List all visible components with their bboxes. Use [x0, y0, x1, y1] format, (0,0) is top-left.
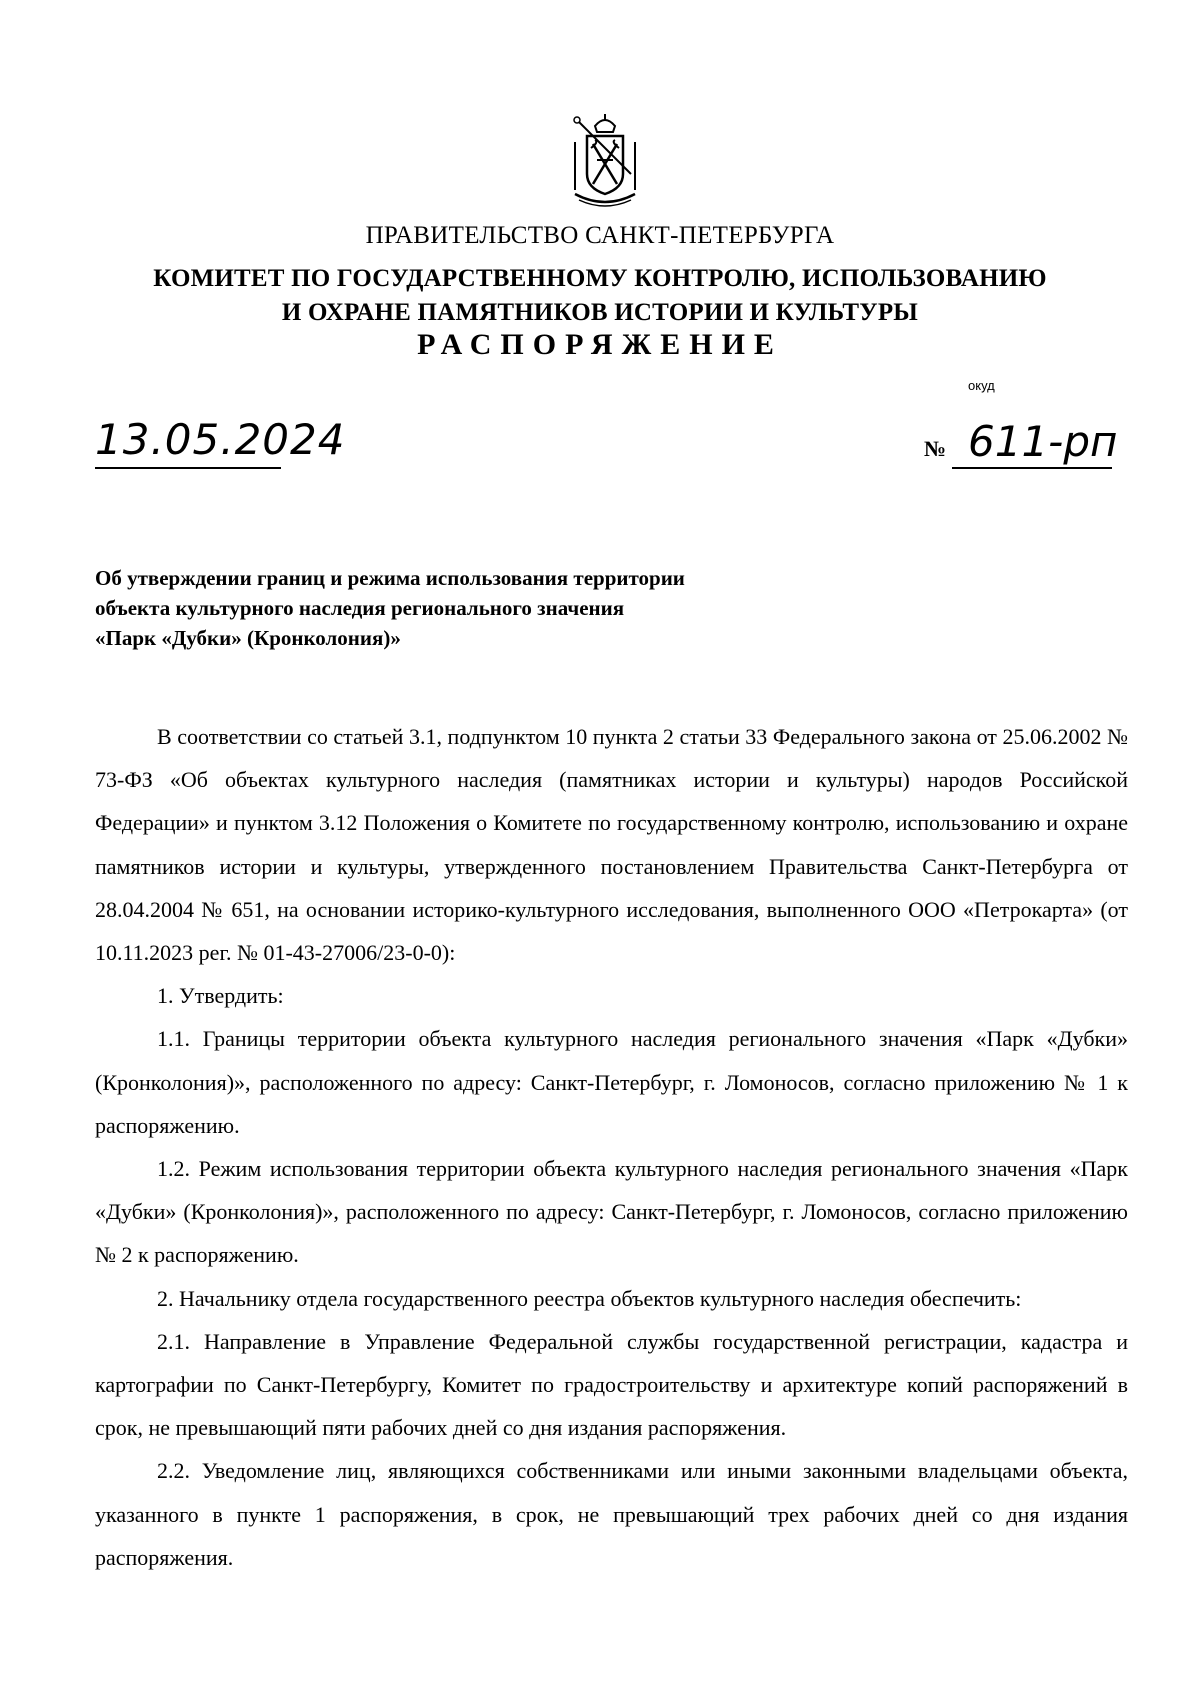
- item-2-2: 2.2. Уведомление лиц, являющихся собственниками или иными законными владельцами объекта, указанного в пункте 1 распоряжения, в срок, не превышающий трех рабочих дней со дня издания распоряжения.: [95, 1458, 1128, 1570]
- item-2: 2. Начальнику отдела государственного реестра объектов культурного наследия обеспечить:: [157, 1285, 1022, 1311]
- document-number: 611-рп: [968, 417, 1118, 466]
- number-underline: [952, 467, 1112, 469]
- item-1: 1. Утвердить:: [157, 983, 284, 1009]
- document-subject: [95, 563, 915, 653]
- subject-line1: Об утверждении границ и режима использования территории: [95, 566, 685, 590]
- saint-petersburg-coat-of-arms-icon: [565, 112, 645, 212]
- committee-title: [0, 262, 1200, 330]
- okud-label: окуд: [968, 378, 995, 393]
- government-title: ПРАВИТЕЛЬСТВО САНКТ-ПЕТЕРБУРГА: [365, 222, 835, 249]
- document-type: РАСПОРЯЖЕНИЕ: [417, 328, 783, 361]
- committee-title-line1: КОМИТЕТ ПО ГОСУДАРСТВЕННОМУ КОНТРОЛЮ, ИСПОЛЬЗОВАНИЮ: [153, 265, 1047, 292]
- subject-line3: «Парк «Дубки» (Кронколония)»: [95, 626, 401, 650]
- item-1-2: 1.2. Режим использования территории объекта культурного наследия регионального значения «Парк «Дубки» (Кронколония)», расположенного по адресу: Санкт-Петербург, г. Ломоносов, согласно приложению № 2 к распоряжению.: [95, 1156, 1128, 1268]
- number-label: №: [924, 436, 947, 461]
- item-1-1: 1.1. Границы территории объекта культурного наследия регионального значения «Парк «Дубки» (Кронколония)», расположенного по адресу: Санкт-Петербург, г. Ломоносов, согласно приложению № 1 к распоряжению.: [95, 1026, 1128, 1138]
- preamble-paragraph: В соответствии со статьей 3.1, подпунктом 10 пункта 2 статьи 33 Федерального закона от 25.06.2002 № 73-ФЗ «Об объектах культурного наследия (памятниках истории и культуры) народов Российской Федерации» и пунктом 3.12 Положения о Комитете по государственному контролю, использованию и охране памятников истории и культуры, утвержденного постановлением Правительства Санкт-Петербурга от 28.04.2004 № 651, на основании историко-культурного исследования, выполненного ООО «Петрокарта» (от 10.11.2023 рег. № 01-43-27006/23-0-0):: [95, 724, 1128, 966]
- subject-line2: объекта культурного наследия регионального значения: [95, 596, 625, 620]
- item-2-1: 2.1. Направление в Управление Федеральной службы государственной регистрации, кадастра и картографии по Санкт-Петербургу, Комитет по градостроительству и архитектуре копий распоряжений в срок, не превышающий пяти рабочих дней со дня издания распоряжения.: [95, 1328, 1128, 1441]
- committee-title-line2: И ОХРАНЕ ПАМЯТНИКОВ ИСТОРИИ И КУЛЬТУРЫ: [281, 299, 919, 326]
- date-underline: [95, 467, 281, 469]
- document-date: 13.05.2024: [95, 415, 346, 464]
- document-body: [95, 715, 1128, 1579]
